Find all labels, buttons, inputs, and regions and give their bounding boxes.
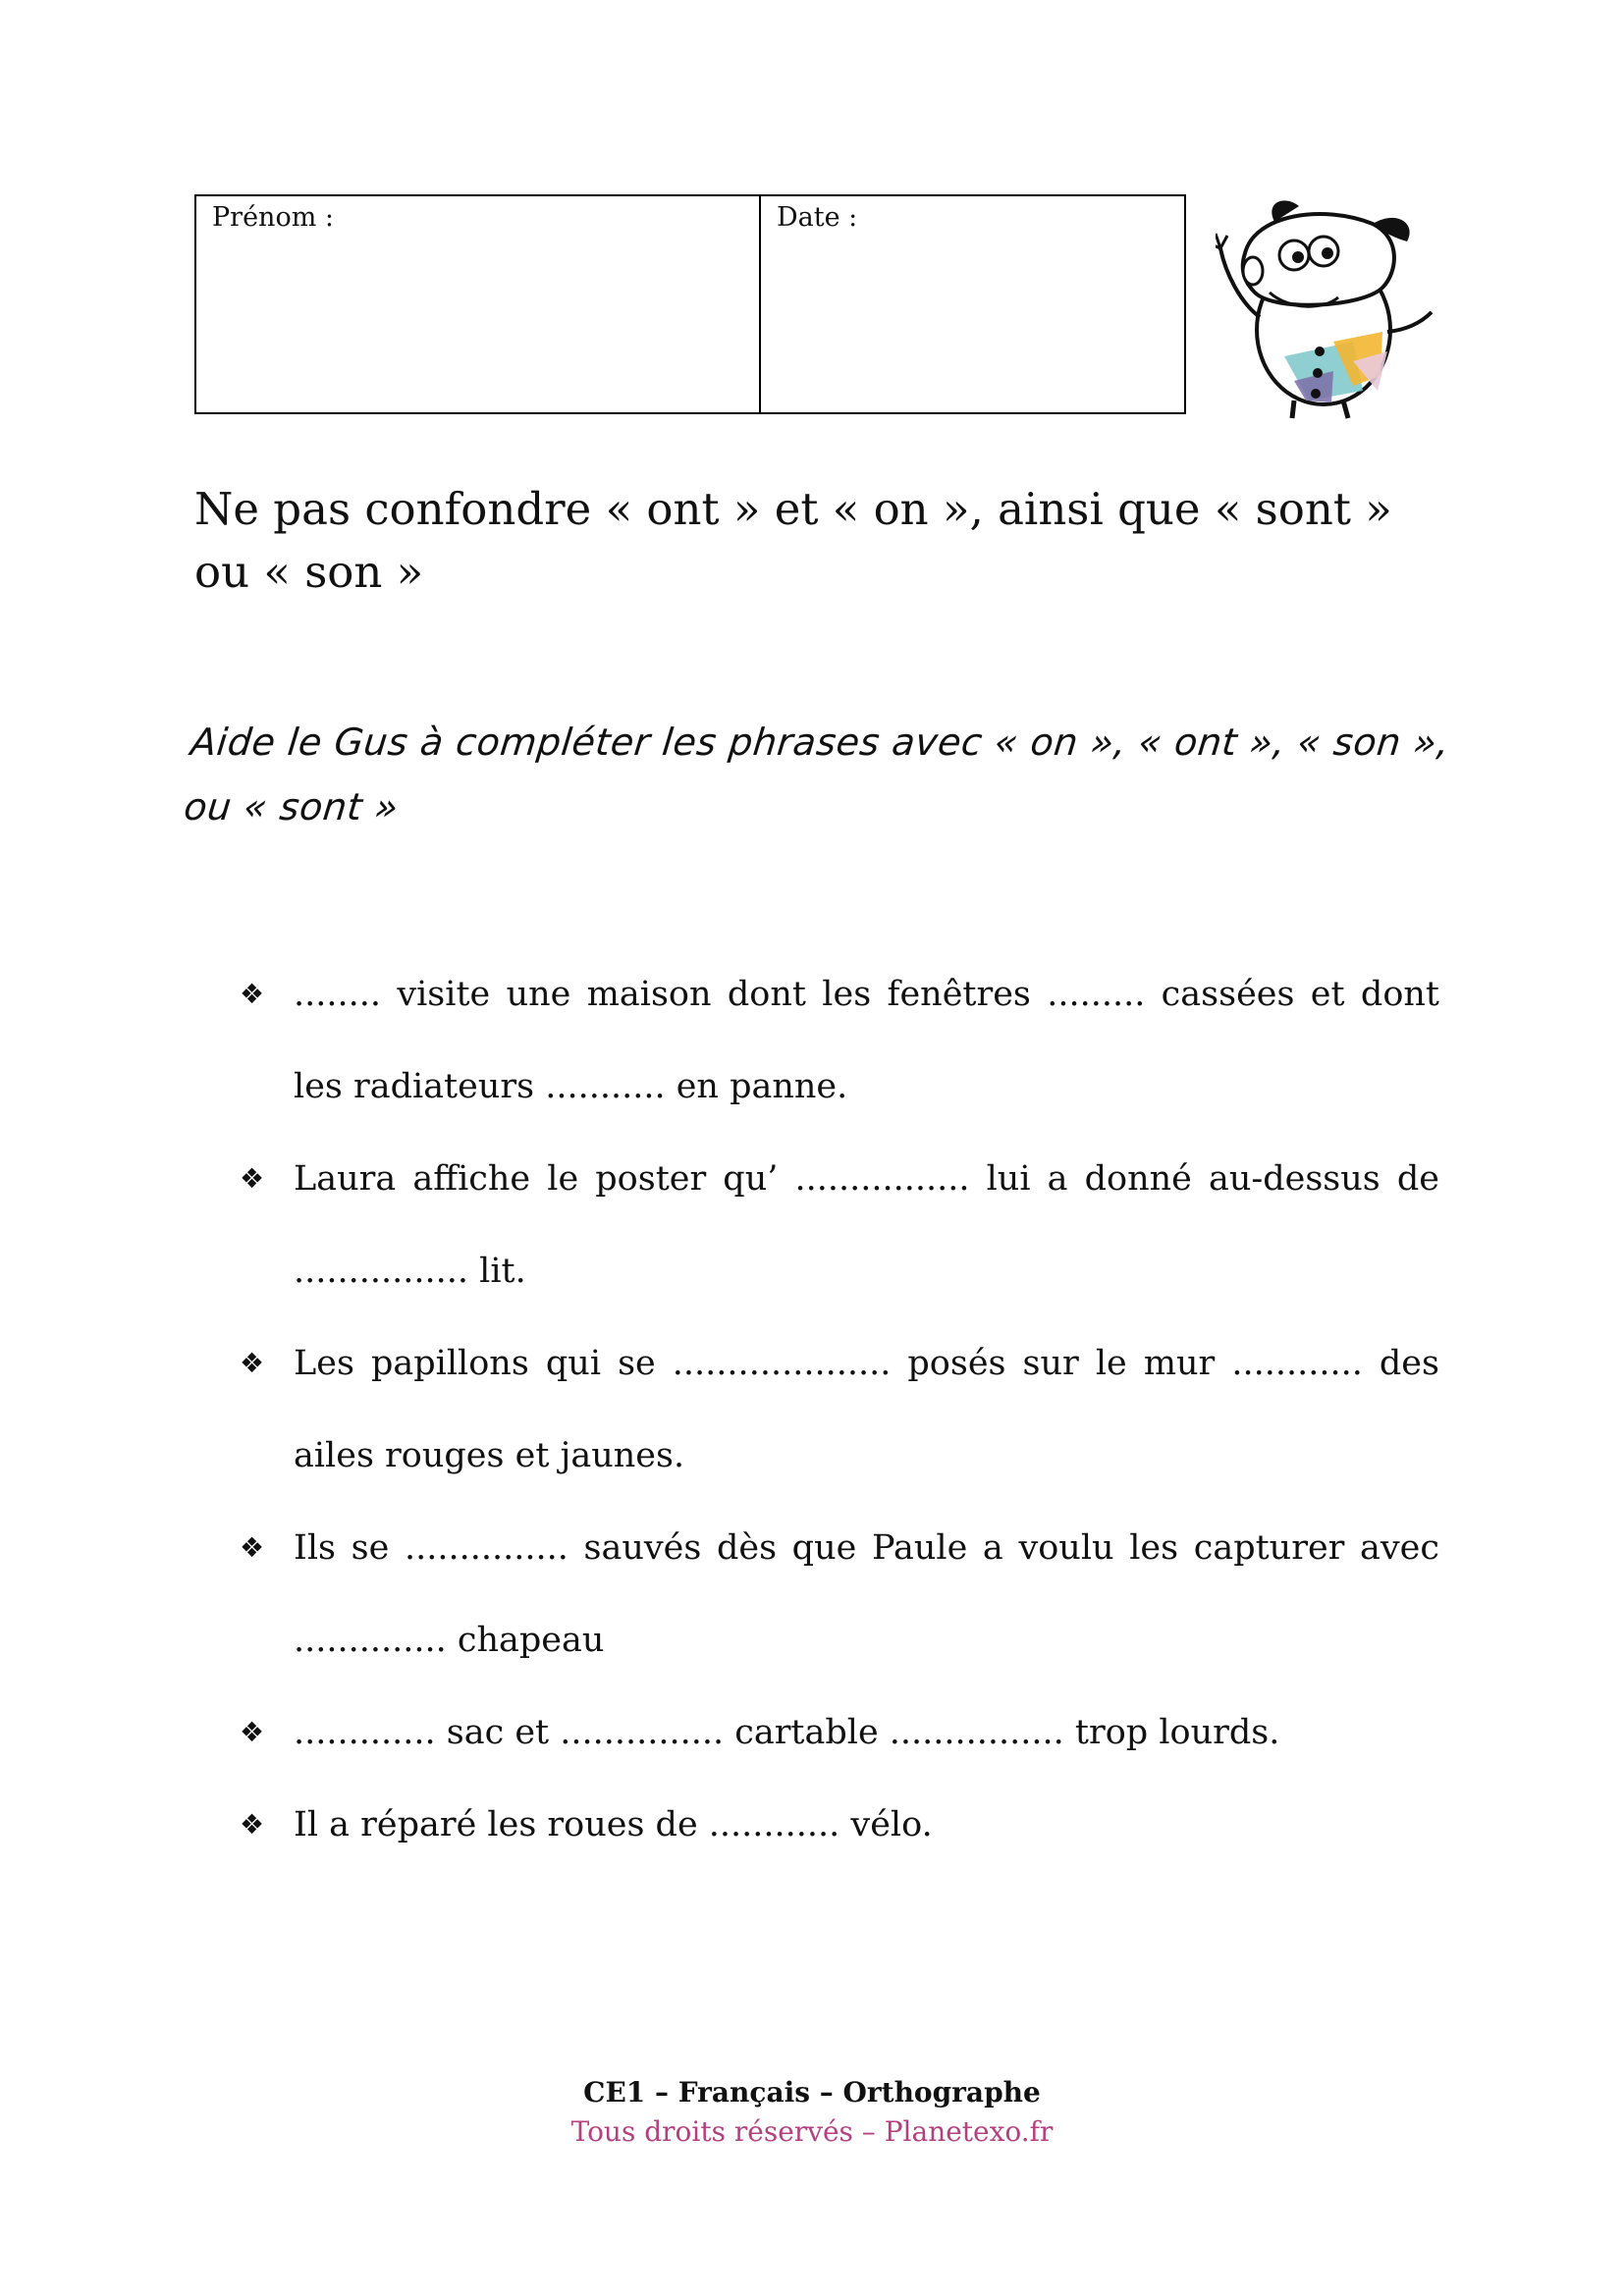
- exercise-sentence: Il a réparé les roues de ............ vélo.: [294, 1805, 933, 1844]
- list-item: [240, 1686, 1439, 1779]
- diamond-bullet-icon: ❖: [240, 1716, 265, 1748]
- diamond-bullet-icon: ❖: [240, 1531, 265, 1564]
- date-field[interactable]: [761, 196, 1184, 412]
- list-item: [240, 1502, 1439, 1686]
- footer-copyright: Tous droits réservés – Planetexo.fr: [570, 2115, 1054, 2148]
- name-field[interactable]: [196, 196, 761, 412]
- exercise-sentence: Les papillons qui se .................... posés sur le mur ............ des ailes rouges et jaunes.: [294, 1344, 1439, 1475]
- diamond-bullet-icon: ❖: [240, 1808, 265, 1841]
- exercise-sentence: Laura affiche le poster qu’ ................ lui a donné au-dessus de ................ lit.: [294, 1159, 1439, 1291]
- student-id-box: [194, 194, 1186, 414]
- list-item: [240, 1317, 1439, 1502]
- instruction-text: Aide le Gus à compléter les phrases avec « on », « ont », « son », ou « sont »: [182, 721, 1452, 828]
- list-item: [240, 1779, 1439, 1871]
- list-item: [240, 1133, 1439, 1317]
- diamond-bullet-icon: ❖: [240, 978, 265, 1010]
- page-footer: [0, 2073, 1624, 2152]
- exercise-sentence: ........ visite une maison dont les fenêtres ......... cassées et dont les radiateurs ........... en panne.: [294, 975, 1439, 1106]
- exercise-list: [240, 948, 1439, 1871]
- name-label: Prénom :: [212, 202, 334, 233]
- date-label: Date :: [777, 202, 858, 233]
- footer-course: CE1 – Français – Orthographe: [583, 2076, 1041, 2109]
- page-title: Ne pas confondre « ont » et « on », ainsi que « sont » ou « son »: [194, 483, 1392, 598]
- diamond-bullet-icon: ❖: [240, 1347, 265, 1379]
- list-item: [240, 948, 1439, 1133]
- diamond-bullet-icon: ❖: [240, 1162, 265, 1195]
- exercise-sentence: Ils se ............... sauvés dès que Paule a voulu les capturer avec .............. chapeau: [294, 1528, 1439, 1660]
- exercise-sentence: ............. sac et ............... cartable ................ trop lourds.: [294, 1713, 1280, 1752]
- gus-mascot-icon: [1216, 194, 1441, 422]
